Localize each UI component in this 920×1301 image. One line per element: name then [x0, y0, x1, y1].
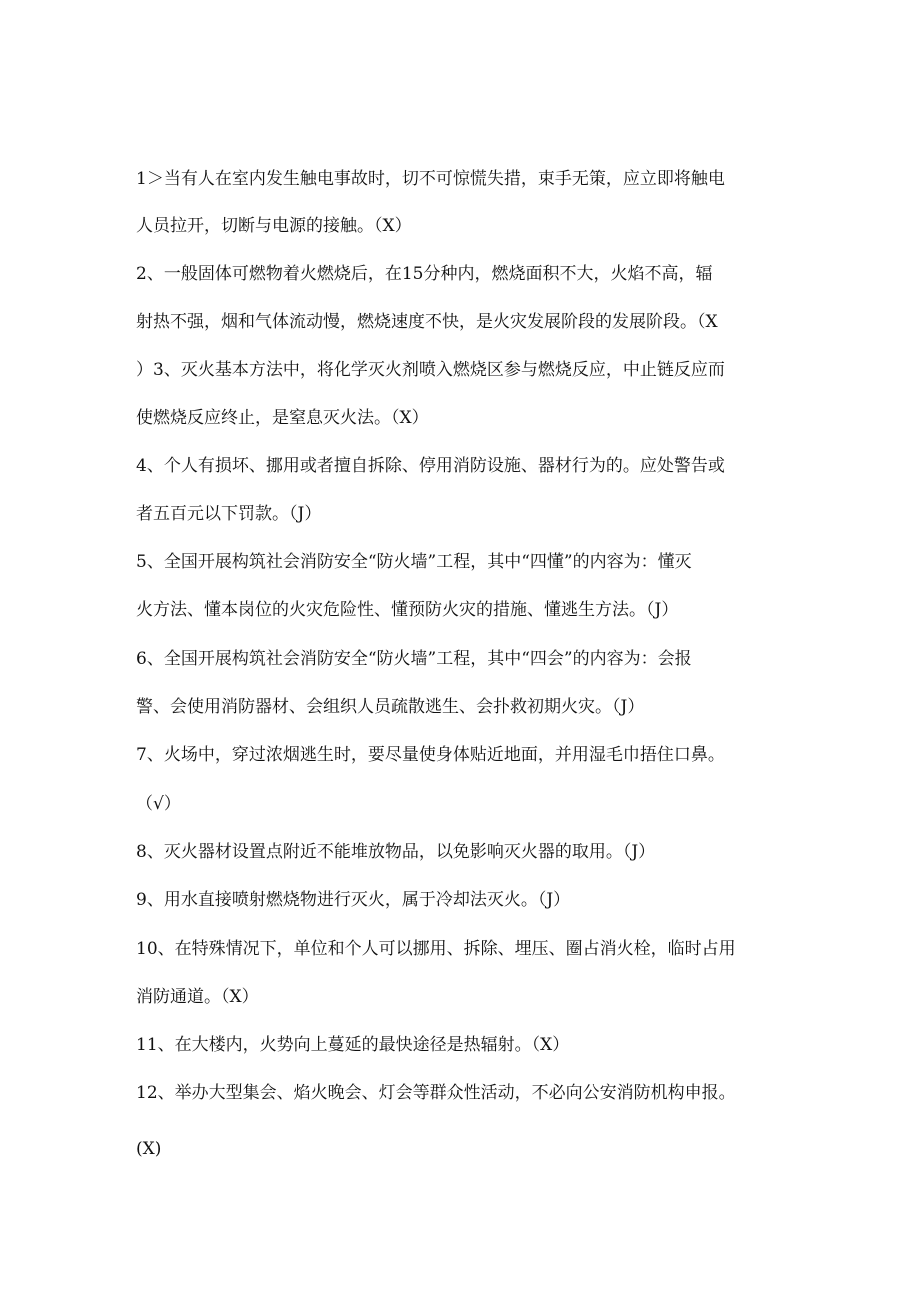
text-line: （√） [136, 794, 181, 814]
text-line: 9、用水直接喷射燃烧物进行灭火，属于冷却法灭火。（J） [136, 890, 571, 910]
text-line: 12、举办大型集会、焰火晚会、灯会等群众性活动，不必向公安消防机构申报。 [136, 1083, 736, 1103]
text-line: 10、在特殊情况下，单位和个人可以挪用、拆除、埋压、圈占消火栓，临时占用 [136, 939, 736, 959]
text-line: 人员拉开，切断与电源的接触。（X） [136, 216, 412, 236]
text-line: 7、火场中，穿过浓烟逃生时，要尽量使身体贴近地面，并用湿毛巾捂住口鼻。 [136, 745, 725, 765]
text-line: 火方法、懂本岗位的火灾危险性、懂预防火灾的措施、懂逃生方法。（J） [136, 600, 679, 620]
text-line: 使燃烧反应终止，是窒息灭火法。（X） [136, 408, 429, 428]
text-line: ）3、灭火基本方法中，将化学灭火剂喷入燃烧区参与燃烧反应，中止链反应而 [136, 360, 725, 380]
text-line: 警、会使用消防器材、会组织人员疏散逃生、会扑救初期火灾。（J） [136, 697, 645, 717]
text-line: 1＞当有人在室内发生触电事故时，切不可惊慌失措，束手无策，应立即将触电 [136, 169, 725, 189]
text-line: 消防通道。（X） [136, 987, 259, 1007]
text-line: (X) [136, 1139, 162, 1159]
text-line: 4、个人有损坏、挪用或者擅自拆除、停用消防设施、器材行为的。应处警告或 [136, 456, 725, 476]
text-line: 2、一般固体可燃物着火燃烧后，在15分种内，燃烧面积不大，火焰不高，辐 [136, 264, 713, 284]
text-line: 者五百元以下罚款。（J） [136, 504, 322, 524]
text-line: 射热不强，烟和气体流动慢，燃烧速度不快，是火灾发展阶段的发展阶段。（X [136, 312, 718, 332]
text-line: 8、灭火器材设置点附近不能堆放物品，以免影响灭火器的取用。（J） [136, 842, 656, 862]
text-line: 6、全国开展构筑社会消防安全“防火墙”工程，其中“四会”的内容为：会报 [136, 649, 692, 669]
text-line: 11、在大楼内，火势向上蔓延的最快途径是热辐射。（X） [136, 1035, 570, 1055]
text-line: 5、全国开展构筑社会消防安全“防火墙”工程，其中“四懂”的内容为：懂灭 [136, 552, 692, 572]
